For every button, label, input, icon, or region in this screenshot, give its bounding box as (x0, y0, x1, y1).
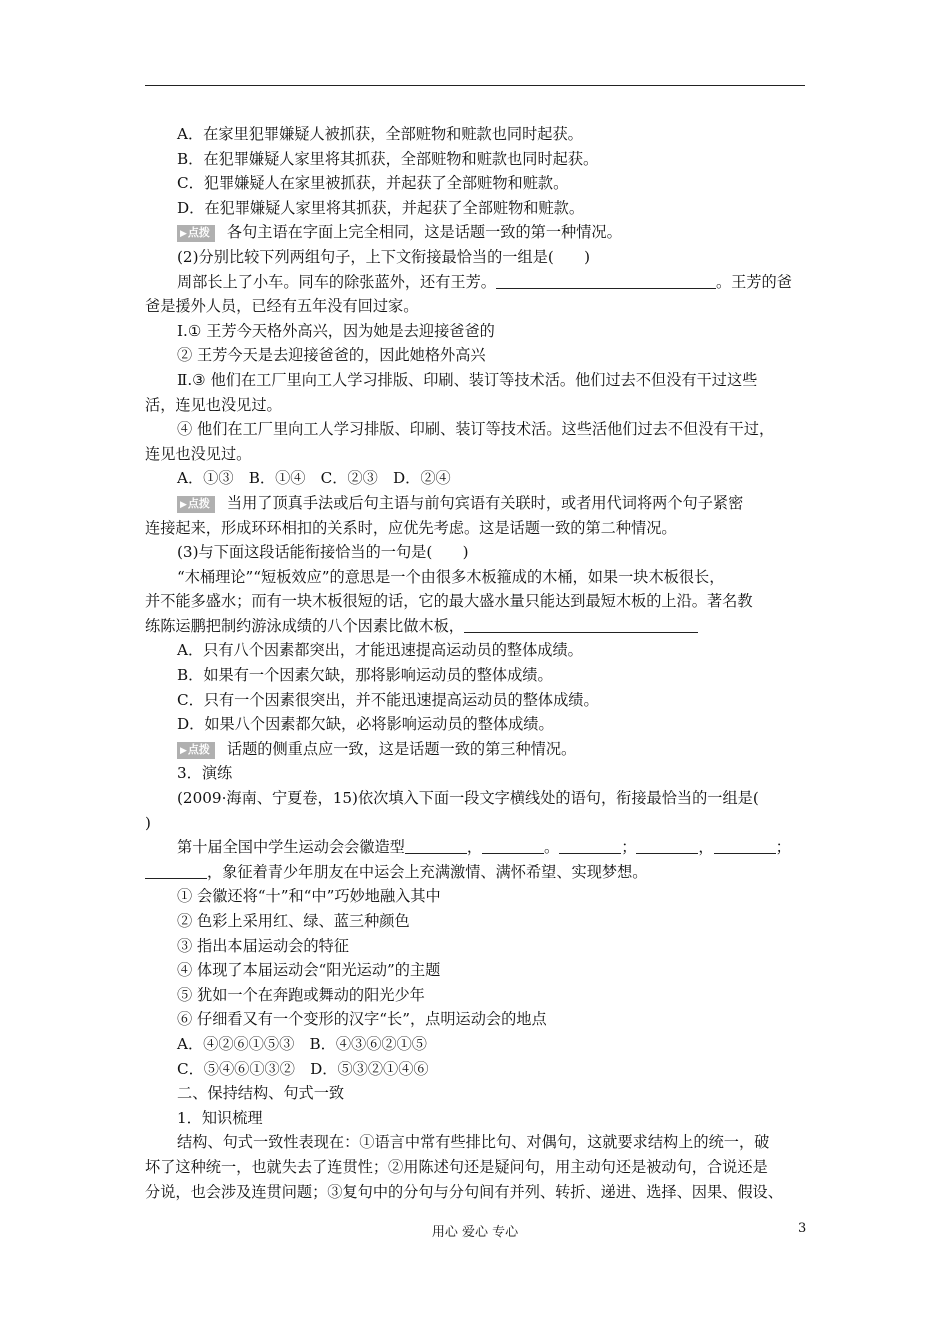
q3-option-b: B．如果有一个因素欠缺，那将影响运动员的整体成绩。 (177, 666, 553, 685)
answer-blank[interactable] (482, 838, 544, 854)
drill-item-6: ⑥ 仔细看又有一个变形的汉字“长”，点明运动会的地点 (177, 1010, 547, 1029)
q2-group2: ② 王芳今天是去迎接爸爸的，因此她格外高兴 (177, 346, 486, 365)
answer-blank[interactable] (636, 838, 698, 854)
q3-stem: (3)与下面这段话能衔接恰当的一句是( ) (177, 543, 469, 562)
answer-blank[interactable] (496, 273, 716, 289)
q1-option-c: C．犯罪嫌疑人在家里被抓获，并起获了全部赃物和赃款。 (177, 174, 569, 193)
play-arrow-icon: ▶ (180, 745, 187, 756)
footer-motto: 用心 爱心 专心 (431, 1225, 519, 1240)
drill-item-3: ③ 指出本届运动会的特征 (177, 936, 349, 955)
drill-item-1: ① 会徽还将“十”和“中”巧妙地融入其中 (177, 887, 441, 906)
q2-tip-cont: 连接起来，形成环环相扣的关系时，应优先考虑。这是话题一致的第二种情况。 (145, 518, 677, 537)
drill-passage-1: 第十届全国中学生运动会会徽造型 ， 。 ； ， ； (177, 838, 791, 857)
drill-item-2: ② 色彩上采用红、绿、蓝三种颜色 (177, 912, 410, 930)
drill-stem: (2009·海南、宁夏卷，15)依次填入下面一段文字横线处的语句，衔接最恰当的一组是( (177, 789, 759, 808)
q3-option-c: C．只有一个因素很突出，并不能迅速提高运动员的整体成绩。 (177, 690, 599, 709)
section2-para-1: 结构、句式一致性表现在：①语言中常有些排比句、对偶句，这就要求结构上的统一，破 (177, 1133, 770, 1152)
drill-item-4: ④ 体现了本届运动会“阳光运动”的主题 (177, 961, 441, 980)
header-rule (145, 85, 805, 86)
play-arrow-icon: ▶ (180, 499, 187, 510)
q2-tip: ▶点拨 当用了顶真手法或后句主语与前句宾语有关联时，或者用代词将两个句子紧密 (145, 491, 807, 516)
answer-blank[interactable] (559, 838, 621, 854)
q3-option-d: D．如果八个因素都欠缺，必将影响运动员的整体成绩。 (177, 715, 554, 734)
drill-item-5: ⑤ 犹如一个在奔跑或舞动的阳光少年 (177, 985, 425, 1004)
q2-passage-line1: 周部长上了小车。同车的除张蓝外，还有王芳。 。王芳的爸 (177, 272, 792, 291)
drill-stem-cont: ) (145, 813, 151, 832)
tip-badge: ▶点拨 (177, 225, 215, 242)
q3-option-a: A．只有八个因素都突出，才能迅速提高运动员的整体成绩。 (177, 641, 583, 660)
drill-choices-1: A．④②⑥①⑤③ B．④③⑥②①⑤ (177, 1034, 427, 1053)
answer-blank[interactable] (464, 617, 698, 633)
section2-heading: 二、保持结构、句式一致 (177, 1084, 345, 1103)
q2-group4a: ④ 他们在工厂里向工人学习排版、印刷、装订等技术活。这些活他们过去不但没有干过， (177, 420, 775, 439)
q2-group1: Ⅰ.① 王芳今天格外高兴，因为她是去迎接爸爸的 (177, 321, 495, 340)
q3-passage-3: 练陈运鹏把制约游泳成绩的八个因素比做木板， (145, 614, 807, 639)
q2-group4b: 连见也没见过。 (145, 444, 252, 463)
drill-passage-2: ，象征着青少年朋友在中运会上充满激情、满怀希望、实现梦想。 (145, 860, 807, 885)
q1-option-d: D．在犯罪嫌疑人家里将其抓获，并起获了全部赃物和赃款。 (177, 198, 585, 217)
q3-passage-2: 并不能多盛水；而有一块木板很短的话，它的最大盛水量只能达到最短木板的上沿。著名教 (145, 592, 753, 611)
drill-choices-2: C．⑤④⑥①③② D．⑤③②①④⑥ (177, 1059, 429, 1078)
answer-blank[interactable] (405, 838, 467, 854)
q2-group3a: Ⅱ.③ 他们在工厂里向工人学习排版、印刷、装订等技术活。他们过去不但没有干过这些 (177, 370, 758, 389)
answer-blank[interactable] (145, 863, 207, 879)
answer-blank[interactable] (714, 838, 776, 854)
tip-badge: ▶点拨 (177, 496, 215, 513)
q2-group3b: 活，连见也没见过。 (145, 395, 282, 414)
q3-passage-1: “木桶理论”“短板效应”的意思是一个由很多木板箍成的木桶，如果一块木板很长， (177, 567, 725, 586)
q2-stem: (2)分别比较下列两组句子，上下文衔接最恰当的一组是( ) (177, 247, 591, 266)
q1-tip: ▶点拨 各句主语在字面上完全相同，这是话题一致的第一种情况。 (145, 220, 807, 245)
page-body (145, 122, 807, 1204)
section2-subheading: 1．知识梳理 (177, 1108, 263, 1127)
q1-option-a: A．在家里犯罪嫌疑人被抓获，全部赃物和赃款也同时起获。 (177, 125, 583, 143)
page-number: 3 (798, 1221, 807, 1236)
section2-para-3: 分说，也会涉及连贯问题；③复句中的分句与分句间有并列、转折、递进、选择、因果、假设、 (145, 1182, 783, 1201)
q1-option-b: B．在犯罪嫌疑人家里将其抓获，全部赃物和赃款也同时起获。 (177, 149, 599, 168)
q2-passage-line2: 爸是援外人员，已经有五年没有回过家。 (145, 297, 419, 316)
q3-tip: ▶点拨 话题的侧重点应一致，这是话题一致的第三种情况。 (145, 737, 807, 762)
section2-para-2: 坏了这种统一，也就失去了连贯性；②用陈述句还是疑问句，用主动句还是被动句，合说还是 (145, 1157, 768, 1176)
play-arrow-icon: ▶ (180, 229, 187, 240)
drill-heading: 3．演练 (177, 764, 233, 783)
tip-badge: ▶点拨 (177, 742, 215, 759)
q2-choices: A．①③ B．①④ C．②③ D．②④ (177, 469, 451, 488)
